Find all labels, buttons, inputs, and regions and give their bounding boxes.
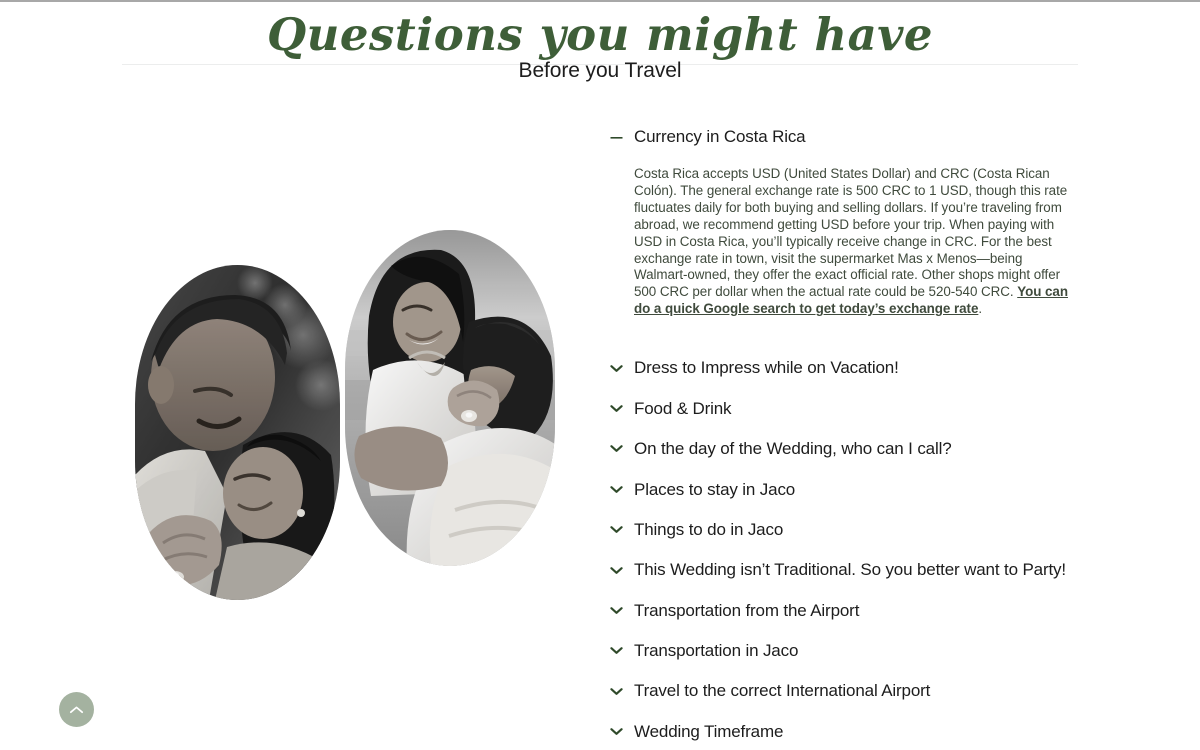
accordion-item-places-to-stay[interactable] [600,469,1080,509]
accordion-label: Travel to the correct International Airport [634,681,931,701]
chevron-down-icon [609,684,623,698]
accordion-item-things-to-do[interactable] [600,510,1080,550]
chevron-down-icon [609,604,623,618]
accordion-label: Places to stay in Jaco [634,479,796,499]
chevron-down-icon [609,725,623,739]
accordion-label: Wedding Timeframe [634,721,784,741]
accordion-item-correct-airport[interactable] [600,671,1080,711]
couple-beach-photo [345,230,555,566]
accordion-paragraph-currency [634,166,1072,318]
chevron-down-icon [609,644,623,658]
accordion-item-who-can-i-call[interactable] [600,429,1080,469]
faq-accordion [600,118,1080,750]
chevron-down-icon [609,563,623,577]
accordion-label: Transportation from the Airport [634,600,860,620]
chevron-up-icon [69,705,84,715]
accordion-item-currency [600,118,1080,318]
chevron-down-icon [609,442,623,456]
currency-body-tail: . [978,301,983,317]
photo-collage [120,110,580,630]
accordion-label: Dress to Impress while on Vacation! [634,358,899,378]
chevron-down-icon [609,361,623,375]
back-to-top-button[interactable] [59,692,94,727]
accordion-item-wedding-timeframe[interactable] [600,712,1080,750]
page-title: Questions you might have [266,8,934,61]
accordion-label: This Wedding isn’t Traditional. So you better want to Party! [634,560,1066,580]
chevron-down-icon [609,523,623,537]
accordion-collapsed-list [600,348,1080,750]
page-subtitle: Before you Travel [518,59,682,82]
currency-body-text: Costa Rica accepts USD (United States Dollar) and CRC (Costa Rican Colón). The general exchange rate is 500 CRC to 1 USD, though this rate fluctuates daily for both buying and selling dollars. If you’re traveling from abroad, we recommend getting USD before your trip. When paying with USD in Costa Rica, you’ll typically receive change in CRC. For the best exchange rate in town, visit the supermarket Mas x Menos—being Walmart-owned, they offer the exact official rate. Other shops might offer 500 CRC per dollar when the actual rate could be 520-540 CRC. [634,166,1068,300]
accordion-title-currency: Currency in Costa Rica [634,127,806,146]
accordion-label: Food & Drink [634,398,732,418]
chevron-down-icon [609,402,623,416]
page-header [0,0,1200,92]
minus-icon [609,130,623,144]
accordion-item-dress-to-impress[interactable] [600,348,1080,388]
accordion-item-transport-from-airport[interactable] [600,591,1080,631]
accordion-header-currency[interactable] [634,118,1080,156]
accordion-label: Transportation in Jaco [634,641,799,661]
chevron-down-icon [609,482,623,496]
accordion-item-transport-in-jaco[interactable] [600,631,1080,671]
accordion-label: On the day of the Wedding, who can I call? [634,439,952,459]
accordion-body-currency [634,156,1080,318]
google-exchange-rate-link[interactable]: You can do a quick Google search to get today’s exchange rate [634,284,1068,317]
accordion-label: Things to do in Jaco [634,519,784,539]
accordion-item-not-traditional[interactable] [600,550,1080,590]
accordion-item-food-drink[interactable] [600,389,1080,429]
couple-embrace-photo [135,265,340,600]
